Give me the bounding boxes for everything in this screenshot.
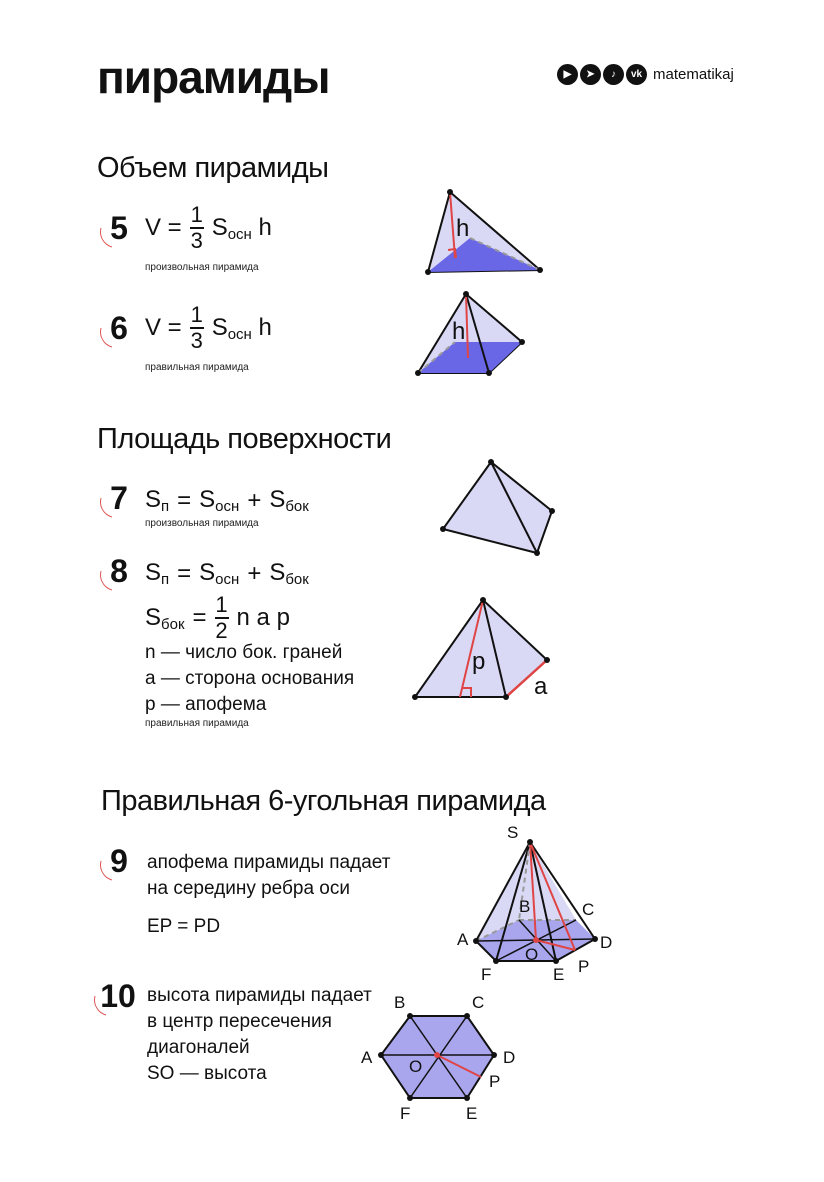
label-O-fig10: O [409,1057,423,1076]
fraction: $\frac{1}{3}$ [190,202,203,253]
volume-formula-5: V = $\frac{1}{3}$ $S_{осн}$ h [145,202,272,253]
formula-lhs: V = [145,214,182,241]
label-S: S [507,823,519,842]
item10-line-4: SO — высота [147,1063,267,1084]
label-A-fig10: A [361,1048,373,1067]
definitions [145,640,354,718]
definition-n: n — число бок. граней [145,642,343,663]
item9-line-2: на середину ребра оси [147,878,350,899]
note-7: произвольная пирамида [145,518,259,529]
label-p-fig8: p [472,648,486,675]
item10-line-2: в центр пересечения [147,1011,332,1032]
item9-equation: EP = PD [147,916,221,937]
volume-heading: Объем пирамиды [97,152,329,184]
pyramid-surface-figure [440,459,555,556]
pyramid-arbitrary-figure [425,189,543,275]
hexagon-base-figure [378,1013,497,1101]
label-B-fig9: B [519,897,531,916]
label-P-fig9: P [578,957,590,976]
item-number-8: 8 [104,553,134,590]
label-C-fig9: C [582,900,595,919]
hexagonal-heading: Правильная 6-угольная пирамида [101,785,546,817]
youtube-icon[interactable]: ▶ [557,64,578,85]
label-h-fig5: h [456,215,470,242]
pyramid-regular-figure [415,291,525,376]
definition-a: a — сторона основания [145,668,355,689]
label-E-fig10: E [466,1104,478,1123]
item-number-9: 9 [104,843,134,880]
label-P-fig10: P [489,1072,501,1091]
page-title: пирамиды [97,51,330,103]
telegram-icon[interactable]: ➤ [580,64,601,85]
surface-heading: Площадь поверхности [97,423,392,455]
vk-icon[interactable]: vk [626,64,647,85]
item-number-6: 6 [104,310,134,347]
label-A-fig9: A [457,930,469,949]
label-D-fig10: D [503,1048,516,1067]
note-5: произвольная пирамида [145,262,259,273]
fraction: $\frac{1}{2}$ [215,592,228,643]
formula-lhs: V = [145,314,182,341]
item10-line-3: диагоналей [147,1037,250,1058]
note-8: правильная пирамида [145,718,249,729]
volume-formula-6: V = $\frac{1}{3}$ $S_{осн}$ h [145,302,272,353]
surface-formula-7: $S_п$ = $S_{осн}$ + $S_{бок}$ [145,486,309,515]
label-C-fig10: C [472,993,485,1012]
item-number-7: 7 [104,480,134,517]
item-number-5: 5 [104,210,134,247]
label-O-fig9: O [525,945,539,964]
label-a-fig8: a [534,673,548,700]
item10-line-1: высота пирамиды падает [147,985,372,1006]
label-E-fig9: E [553,965,565,984]
label-B-fig10: B [394,993,406,1012]
definition-p: p — апофема [145,694,267,715]
tiktok-icon[interactable]: ♪ [603,64,624,85]
note-6: правильная пирамида [145,362,249,373]
label-F-fig9: F [481,965,492,984]
item-number-10: 10 [98,978,138,1015]
label-h-fig6: h [452,318,466,345]
brand-name: matematikaj [653,66,734,83]
item9-text [147,850,390,902]
side-area-formula: $S_{бок}$ = $\frac{1}{2}$ n a p [145,592,290,643]
label-D-fig9: D [600,933,613,952]
item9-line-1: апофема пирамиды падает [147,852,391,873]
item10-text [147,983,372,1087]
label-F-fig10: F [400,1104,411,1123]
fraction: $\frac{1}{3}$ [190,302,203,353]
surface-formula-8: $S_п$ = $S_{осн}$ + $S_{бок}$ [145,559,309,588]
